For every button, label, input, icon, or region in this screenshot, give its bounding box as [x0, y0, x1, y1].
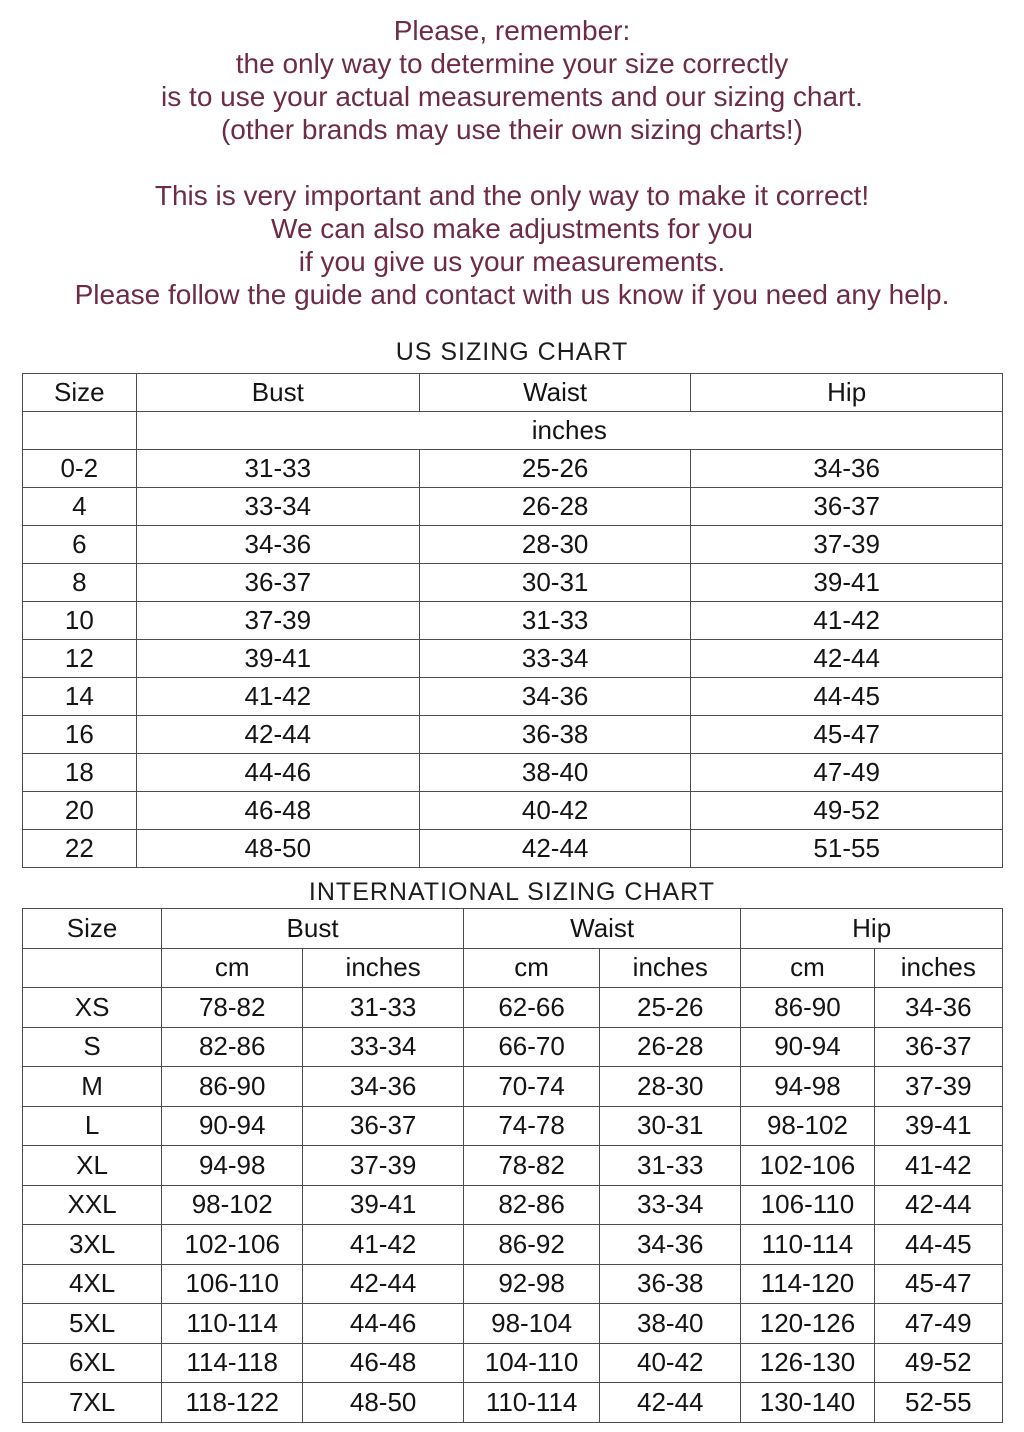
table-cell: 4	[23, 488, 137, 526]
table-row	[23, 792, 1003, 830]
table-cell: 33-34	[600, 1185, 741, 1225]
table-cell: 106-110	[162, 1264, 303, 1304]
table-cell: 6	[23, 526, 137, 564]
table-cell: 34-36	[303, 1067, 464, 1107]
table-cell: 44-46	[303, 1304, 464, 1344]
table-cell: XXL	[23, 1185, 162, 1225]
table-cell: 110-114	[741, 1225, 874, 1265]
table-cell: 41-42	[874, 1146, 1002, 1186]
table-cell: 28-30	[600, 1067, 741, 1107]
table-cell: 0-2	[23, 450, 137, 488]
table-cell: 25-26	[600, 988, 741, 1028]
column-header-size: Size	[23, 374, 137, 412]
table-cell: 52-55	[874, 1383, 1002, 1423]
table-row	[23, 1027, 1003, 1067]
table-cell: 34-36	[419, 678, 690, 716]
table-cell: 45-47	[691, 716, 1003, 754]
table-cell: 126-130	[741, 1343, 874, 1383]
table-cell: 22	[23, 830, 137, 868]
us-chart-title: US SIZING CHART	[395, 338, 629, 366]
table-cell: 36-37	[303, 1106, 464, 1146]
table-cell: 98-104	[463, 1304, 599, 1344]
intro-line: the only way to determine your size correctly	[235, 48, 789, 79]
table-cell: 40-42	[419, 792, 690, 830]
table-cell: 41-42	[691, 602, 1003, 640]
column-header-waist: Waist	[463, 909, 740, 949]
table-cell: 33-34	[419, 640, 690, 678]
table-row	[23, 1067, 1003, 1107]
table-cell: 102-106	[162, 1225, 303, 1265]
table-cell: 120-126	[741, 1304, 874, 1344]
table-cell: 42-44	[874, 1185, 1002, 1225]
table-cell: 44-45	[874, 1225, 1002, 1265]
table-cell: 104-110	[463, 1343, 599, 1383]
table-cell: 37-39	[303, 1146, 464, 1186]
table-row	[23, 640, 1003, 678]
table-cell: 74-78	[463, 1106, 599, 1146]
table-row	[23, 526, 1003, 564]
table-cell: 40-42	[600, 1343, 741, 1383]
table-cell: 90-94	[741, 1027, 874, 1067]
table-cell: 39-41	[691, 564, 1003, 602]
table-cell: 26-28	[419, 488, 690, 526]
table-row	[23, 1106, 1003, 1146]
table-cell: L	[23, 1106, 162, 1146]
table-row	[23, 602, 1003, 640]
table-row	[23, 1304, 1003, 1344]
unit-label-inches: inches	[303, 948, 464, 988]
us-unit-row	[23, 412, 1003, 450]
table-cell: 66-70	[463, 1027, 599, 1067]
table-cell: 5XL	[23, 1304, 162, 1344]
table-row	[23, 1225, 1003, 1265]
intro-line: We can also make adjustments for you	[271, 213, 753, 244]
table-cell: 39-41	[874, 1106, 1002, 1146]
intl-header-row	[23, 909, 1003, 949]
table-cell: 31-33	[136, 450, 419, 488]
table-cell: 92-98	[463, 1264, 599, 1304]
table-cell: 34-36	[600, 1225, 741, 1265]
table-cell: 3XL	[23, 1225, 162, 1265]
table-cell: 31-33	[600, 1146, 741, 1186]
table-cell: 49-52	[691, 792, 1003, 830]
table-cell: 34-36	[691, 450, 1003, 488]
table-cell: 98-102	[162, 1185, 303, 1225]
column-header-bust: Bust	[136, 374, 419, 412]
table-cell: 30-31	[419, 564, 690, 602]
table-cell: 30-31	[600, 1106, 741, 1146]
table-cell: 37-39	[136, 602, 419, 640]
table-cell: 106-110	[741, 1185, 874, 1225]
table-cell: 31-33	[303, 988, 464, 1028]
table-row	[23, 1264, 1003, 1304]
table-row	[23, 564, 1003, 602]
table-cell: 102-106	[741, 1146, 874, 1186]
intro-line: Please follow the guide and contact with us know if you need any help.	[74, 279, 950, 310]
table-cell: 41-42	[303, 1225, 464, 1265]
table-cell: 25-26	[419, 450, 690, 488]
table-cell: 7XL	[23, 1383, 162, 1423]
table-cell: 39-41	[136, 640, 419, 678]
table-row	[23, 1343, 1003, 1383]
table-cell: 33-34	[303, 1027, 464, 1067]
table-cell: 8	[23, 564, 137, 602]
empty-cell	[23, 412, 137, 450]
table-cell: XS	[23, 988, 162, 1028]
table-cell: 41-42	[136, 678, 419, 716]
table-cell: 82-86	[162, 1027, 303, 1067]
table-cell: 14	[23, 678, 137, 716]
intro-line: if you give us your measurements.	[298, 246, 726, 277]
table-cell: 36-38	[419, 716, 690, 754]
table-row	[23, 488, 1003, 526]
table-cell: 6XL	[23, 1343, 162, 1383]
intro-line: is to use your actual measurements and our sizing chart.	[161, 81, 863, 112]
table-cell: 86-92	[463, 1225, 599, 1265]
table-cell: XL	[23, 1146, 162, 1186]
intro-text-block	[0, 0, 1024, 311]
table-cell: 4XL	[23, 1264, 162, 1304]
table-cell: 86-90	[162, 1067, 303, 1107]
table-cell: 26-28	[600, 1027, 741, 1067]
column-header-size: Size	[23, 909, 162, 949]
table-cell: 37-39	[874, 1067, 1002, 1107]
table-cell: 18	[23, 754, 137, 792]
intro-line: Please, remember:	[393, 15, 631, 46]
table-cell: 44-45	[691, 678, 1003, 716]
table-row	[23, 754, 1003, 792]
intl-chart-title: INTERNATIONAL SIZING CHART	[308, 878, 716, 906]
table-cell: 36-37	[874, 1027, 1002, 1067]
empty-cell	[23, 948, 162, 988]
table-cell: 47-49	[691, 754, 1003, 792]
table-cell: 42-44	[600, 1383, 741, 1423]
table-cell: 48-50	[136, 830, 419, 868]
column-header-bust: Bust	[162, 909, 464, 949]
intro-paragraph-gap	[0, 146, 1024, 179]
table-cell: 42-44	[136, 716, 419, 754]
unit-label-inches: inches	[600, 948, 741, 988]
table-cell: 48-50	[303, 1383, 464, 1423]
unit-label-inches: inches	[136, 412, 1002, 450]
table-row	[23, 678, 1003, 716]
table-cell: 36-38	[600, 1264, 741, 1304]
table-row	[23, 830, 1003, 868]
table-cell: 78-82	[162, 988, 303, 1028]
intro-line: (other brands may use their own sizing charts!)	[220, 114, 804, 145]
table-row	[23, 1185, 1003, 1225]
table-cell: 36-37	[136, 564, 419, 602]
table-cell: 16	[23, 716, 137, 754]
table-cell: 39-41	[303, 1185, 464, 1225]
table-cell: 110-114	[162, 1304, 303, 1344]
table-cell: 12	[23, 640, 137, 678]
column-header-hip: Hip	[691, 374, 1003, 412]
table-cell: 34-36	[136, 526, 419, 564]
table-cell: 47-49	[874, 1304, 1002, 1344]
table-cell: M	[23, 1067, 162, 1107]
table-cell: 34-36	[874, 988, 1002, 1028]
table-cell: 114-120	[741, 1264, 874, 1304]
table-cell: 82-86	[463, 1185, 599, 1225]
table-row	[23, 1383, 1003, 1423]
table-cell: 49-52	[874, 1343, 1002, 1383]
table-cell: 38-40	[600, 1304, 741, 1344]
us-header-row	[23, 374, 1003, 412]
table-cell: 51-55	[691, 830, 1003, 868]
table-cell: 44-46	[136, 754, 419, 792]
table-cell: 42-44	[691, 640, 1003, 678]
table-cell: 110-114	[463, 1383, 599, 1423]
table-cell: 33-34	[136, 488, 419, 526]
table-row	[23, 716, 1003, 754]
table-cell: 62-66	[463, 988, 599, 1028]
table-cell: 42-44	[303, 1264, 464, 1304]
table-row	[23, 450, 1003, 488]
table-cell: S	[23, 1027, 162, 1067]
intro-line: This is very important and the only way to make it correct!	[154, 180, 870, 211]
table-cell: 46-48	[303, 1343, 464, 1383]
table-cell: 10	[23, 602, 137, 640]
table-row	[23, 1146, 1003, 1186]
table-cell: 42-44	[419, 830, 690, 868]
table-cell: 94-98	[162, 1146, 303, 1186]
international-sizing-table	[22, 908, 1003, 1423]
unit-label-cm: cm	[162, 948, 303, 988]
table-cell: 70-74	[463, 1067, 599, 1107]
table-cell: 28-30	[419, 526, 690, 564]
table-cell: 37-39	[691, 526, 1003, 564]
table-cell: 20	[23, 792, 137, 830]
us-sizing-table	[22, 373, 1003, 868]
table-cell: 98-102	[741, 1106, 874, 1146]
column-header-waist: Waist	[419, 374, 690, 412]
intl-unit-row	[23, 948, 1003, 988]
table-cell: 90-94	[162, 1106, 303, 1146]
table-cell: 45-47	[874, 1264, 1002, 1304]
column-header-hip: Hip	[741, 909, 1003, 949]
table-cell: 36-37	[691, 488, 1003, 526]
unit-label-cm: cm	[463, 948, 599, 988]
table-row	[23, 988, 1003, 1028]
table-cell: 94-98	[741, 1067, 874, 1107]
table-cell: 31-33	[419, 602, 690, 640]
table-cell: 78-82	[463, 1146, 599, 1186]
table-cell: 38-40	[419, 754, 690, 792]
unit-label-cm: cm	[741, 948, 874, 988]
table-cell: 46-48	[136, 792, 419, 830]
unit-label-inches: inches	[874, 948, 1002, 988]
table-cell: 114-118	[162, 1343, 303, 1383]
table-cell: 118-122	[162, 1383, 303, 1423]
table-cell: 86-90	[741, 988, 874, 1028]
table-cell: 130-140	[741, 1383, 874, 1423]
